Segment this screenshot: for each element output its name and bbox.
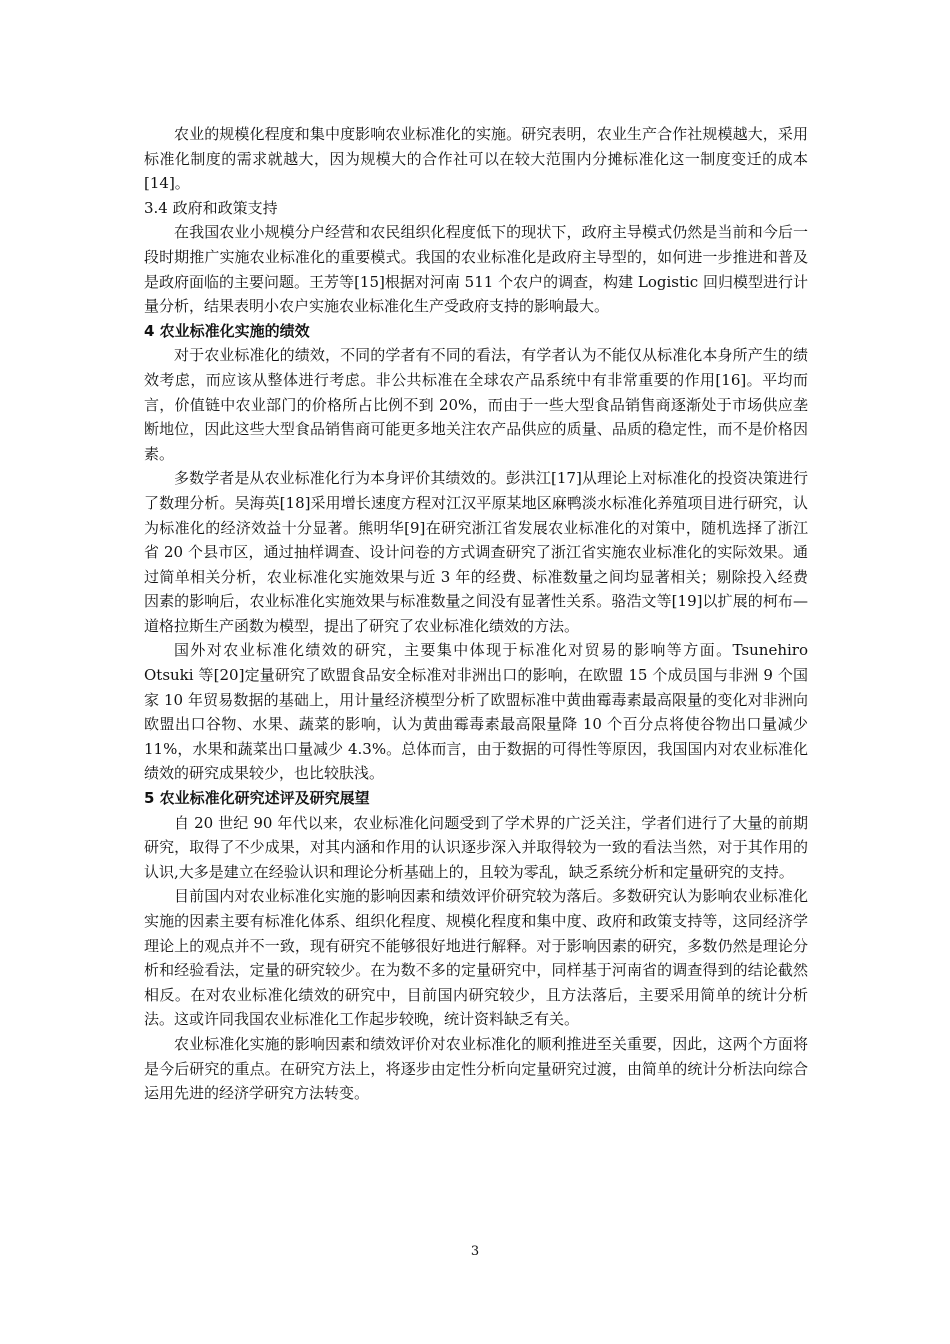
paragraph: 自 20 世纪 90 年代以来，农业标准化问题受到了学术界的广泛关注，学者们进行了大量的前期研究，取得了不少成果，对其内涵和作用的认识逐步深入并取得较为一致的看法当然，对于其作用的认识,大多是建立在经验认识和理论分析基础上的，且较为零乱，缺乏系统分析和定量研究的支持。 <box>144 813 808 881</box>
paragraph: 在我国农业小规模分户经营和农民组织化程度低下的现状下，政府主导模式仍然是当前和今后一段时期推广实施农业标准化的重要模式。我国的农业标准化是政府主导型的，如何进一步推进和普及是政府面临的主要问题。王芳等[15]根据对河南 511 个农户的调查，构建 Logistic 回归模型进行计量分析，结果表明小农户实施农业标准化生产受政府支持的影响最大。 <box>144 223 808 316</box>
section-heading-5: 5 农业标准化研究述评及研究展望 <box>144 789 370 808</box>
document-body <box>144 122 808 1106</box>
paragraph: 农业的规模化程度和集中度影响农业标准化的实施。研究表明，农业生产合作社规模越大，采用标准化制度的需求就越大，因为规模大的合作社可以在较大范围内分摊标准化这一制度变迁的成本[14]。 <box>144 125 808 193</box>
page-number: 3 <box>470 1244 480 1259</box>
paragraph: 多数学者是从农业标准化行为本身评价其绩效的。彭洪江[17]从理论上对标准化的投资决策进行了数理分析。吴海英[18]采用增长速度方程对江汉平原某地区麻鸭淡水标准化养殖项目进行研究，认为标准化的经济效益十分显著。熊明华[9]在研究浙江省发展农业标准化的对策中，随机选择了浙江省 20 个县市区，通过抽样调查、设计问卷的方式调查研究了浙江省实施农业标准化的实际效果。通过简单相关分析，农业标准化实施效果与近 3 年的经费、标准数量之间均显著相关；剔除投入经费因素的影响后，农业标准化实施效果与标准数量之间没有显著性关系。骆浩文等[19]以扩展的柯布—道格拉斯生产函数为模型，提出了研究了农业标准化绩效的方法。 <box>144 469 808 635</box>
paragraph: 对于农业标准化的绩效，不同的学者有不同的看法，有学者认为不能仅从标准化本身所产生的绩效考虑，而应该从整体进行考虑。非公共标准在全球农产品系统中有非常重要的作用[16]。平均而言，价值链中农业部门的价格所占比例不到 20%，而由于一些大型食品销售商逐渐处于市场供应垄断地位，因此这些大型食品销售商可能更多地关注农产品供应的质量、品质的稳定性，而不是价格因素。 <box>144 346 808 463</box>
paragraph: 农业标准化实施的影响因素和绩效评价对农业标准化的顺利推进至关重要，因此，这两个方面将是今后研究的重点。在研究方法上，将逐步由定性分析向定量研究过渡，由简单的统计分析法向综合运用先进的经济学研究方法转变。 <box>144 1034 808 1103</box>
paragraph: 目前国内对农业标准化实施的影响因素和绩效评价研究较为落后。多数研究认为影响农业标准化实施的因素主要有标准化体系、组织化程度、规模化程度和集中度、政府和政策支持等，这同经济学理论上的观点并不一致，现有研究不能够很好地进行解释。对于影响因素的研究，多数仍然是理论分析和经验看法，定量的研究较少。在为数不多的定量研究中，同样基于河南省的调查得到的结论截然相反。在对农业标准化绩效的研究中，目前国内研究较少，且方法落后，主要采用简单的统计分析法。这或许同我国农业标准化工作起步较晚，统计资料缺乏有关。 <box>144 887 808 1029</box>
section-heading-3-4: 3.4 政府和政策支持 <box>144 198 278 217</box>
section-heading-4: 4 农业标准化实施的绩效 <box>144 321 310 340</box>
paragraph: 国外对农业标准化绩效的研究，主要集中体现于标准化对贸易的影响等方面。Tsunehiro Otsuki 等[20]定量研究了欧盟食品安全标准对非洲出口的影响，在欧盟 15 个成员国与非洲 9 个国家 10 年贸易数据的基础上，用计量经济模型分析了欧盟标准中黄曲霉毒素最高限量的变化对非洲向欧盟出口谷物、水果、蔬菜的影响，认为黄曲霉毒素最高限量降 10 个百分点将使谷物出口量减少 11%，水果和蔬菜出口量减少 4.3%。总体而言，由于数据的可得性等原因，我国国内对农业标准化绩效的研究成果较少，也比较肤浅。 <box>144 641 808 783</box>
